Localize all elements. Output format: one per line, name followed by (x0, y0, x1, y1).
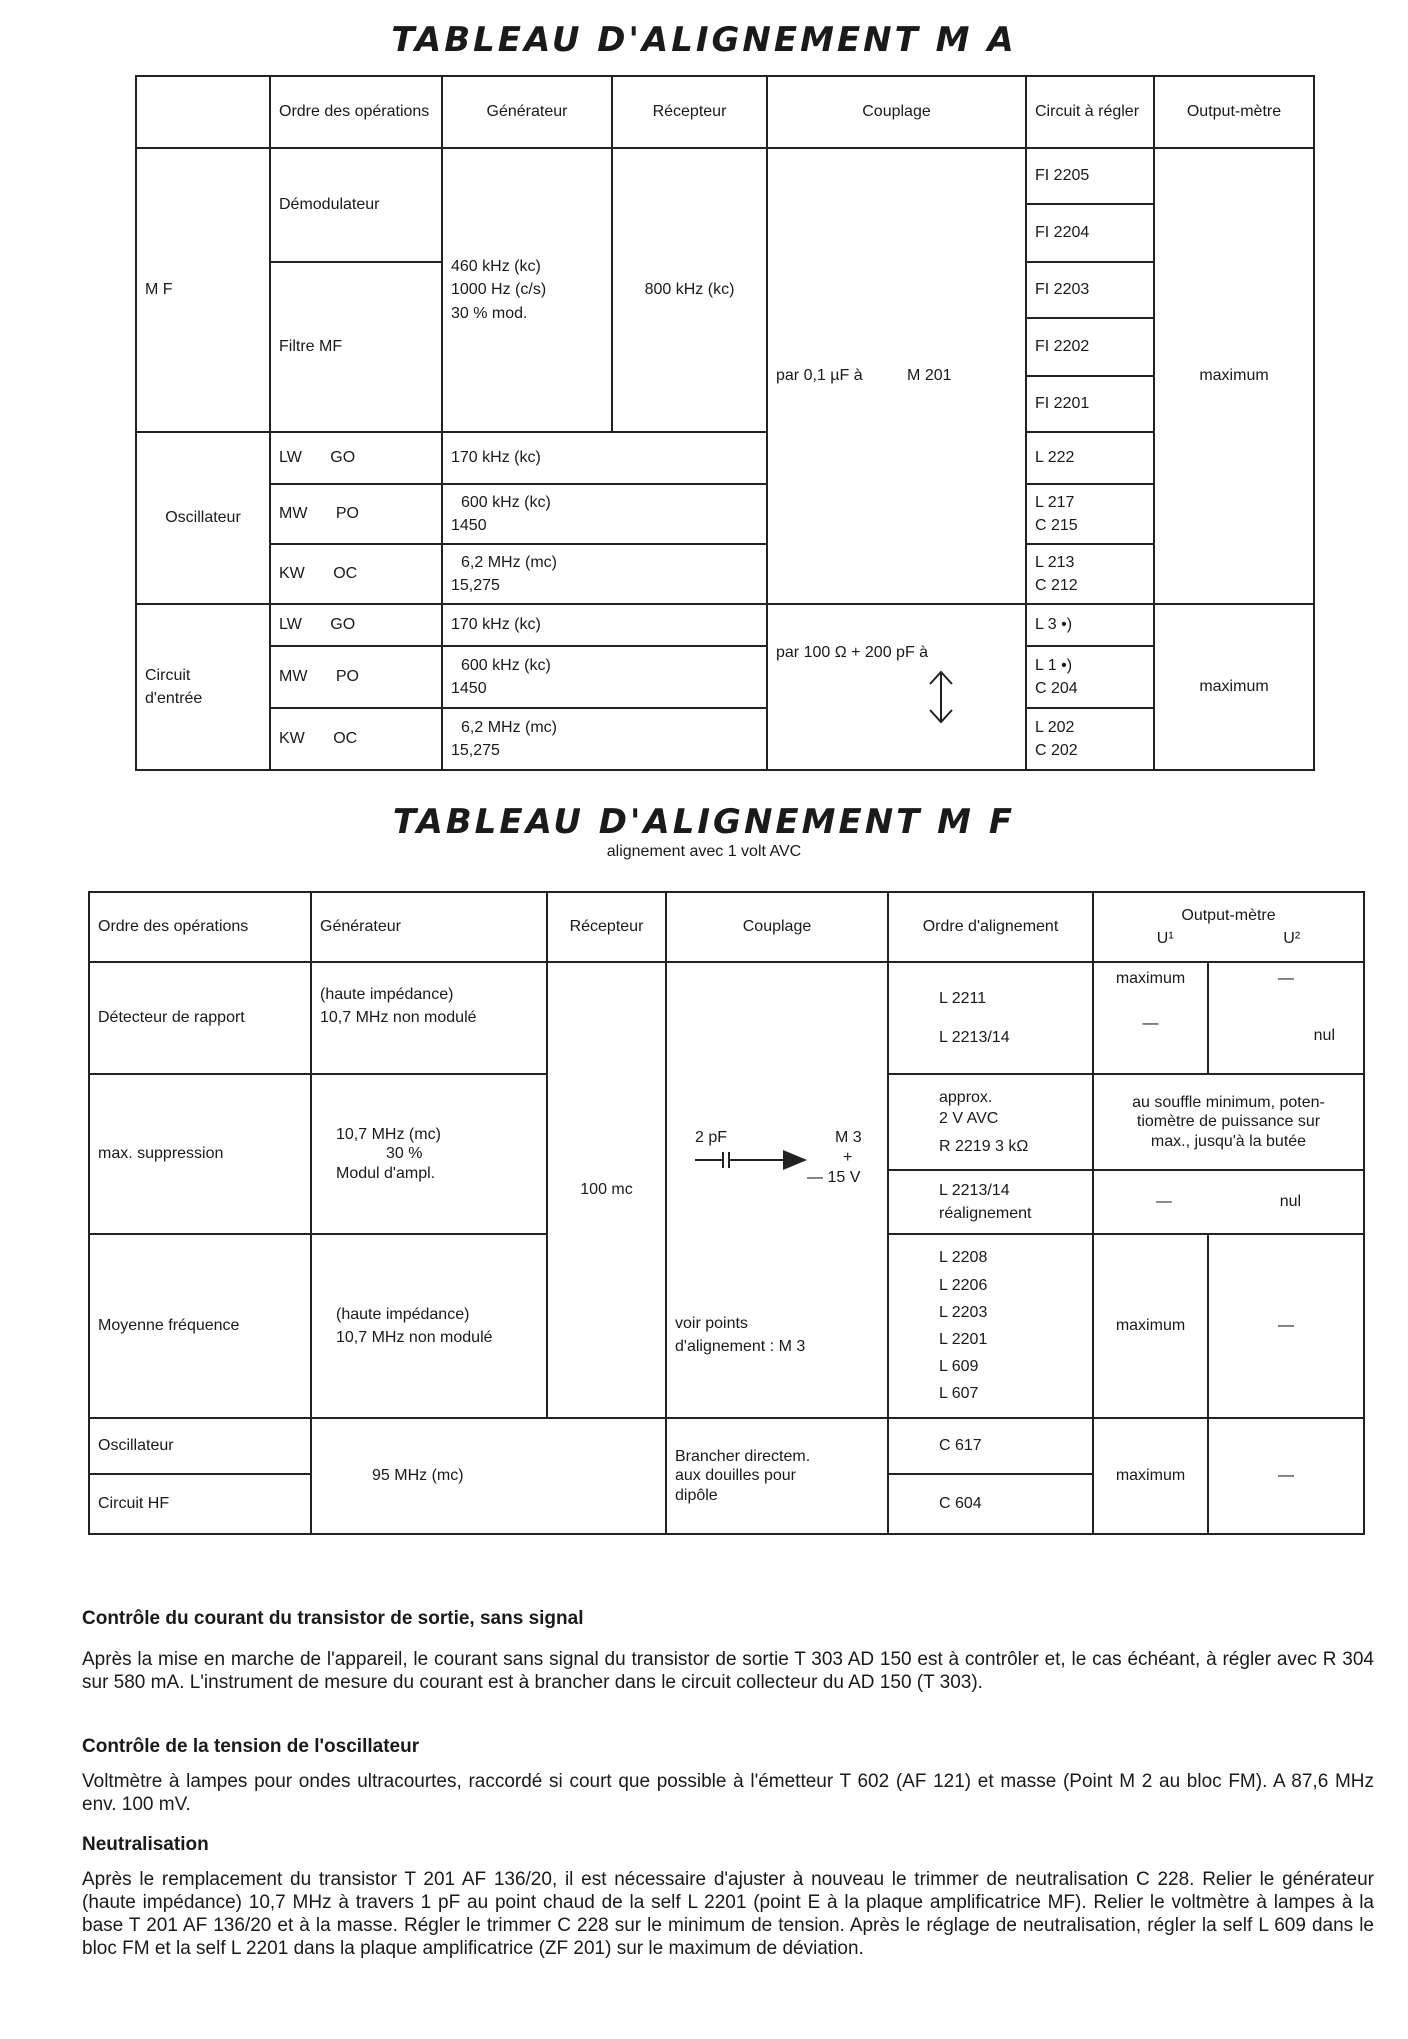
mf-moy-align-3: L 2203 (939, 1303, 988, 1321)
ma-osc-circuit-2 (1026, 484, 1154, 544)
mf-header-coupling: Couplage (666, 892, 888, 962)
ma-header-order: Ordre des opérations (270, 76, 442, 148)
ma-entree-circuit-3-a: L 202 (1035, 718, 1075, 736)
mf-moy-u1: maximum (1093, 1234, 1208, 1418)
ma-mf-receiver: 800 kHz (kc) (612, 148, 767, 432)
mf-osc-u1: maximum (1093, 1418, 1208, 1534)
mf-moy-align-4: L 2201 (939, 1331, 988, 1348)
mf-supp-note-1: au souffle minimum, poten- (1132, 1094, 1325, 1112)
title-mf: TABLEAU D'ALIGNEMENT M F (392, 802, 1016, 842)
mf-moy-gen (311, 1234, 547, 1418)
mf-hf-align: C 604 (888, 1474, 1093, 1534)
mf-osc-coupling-2: aux douilles pour (675, 1467, 796, 1485)
mf-header-u1: U¹ (1156, 930, 1174, 947)
mf-detect-gen-1: (haute impédance) (320, 986, 454, 1003)
ma-entree-circuit-2-b: C 204 (1035, 680, 1078, 697)
ma-mf-coupling: par 0,1 µF à M 201 (767, 148, 1026, 604)
ma-osc-gen-3-b: 15,275 (451, 577, 500, 594)
paragraph-courant: Après la mise en marche de l'appareil, le courant sans signal du transistor de sortie T 303 AD 150 est à contrôler et, le cas échéant, à régler avec R 304 sur 580 mA. L'instrument de mesure du courant est à brancher dans le circuit collecteur du AD 150 (T 303). (82, 1649, 1374, 1693)
mf-moy-align-2: L 2206 (939, 1276, 988, 1294)
mf-detect-align (888, 962, 1093, 1074)
mf-detect-u1 (1093, 962, 1208, 1074)
ma-entree-band-2: MW PO (270, 646, 442, 708)
ma-entree-gen-3-b: 15,275 (451, 742, 500, 759)
mf-header-order: Ordre des opérations (89, 892, 311, 962)
mf-moy-coupling (675, 1248, 879, 1372)
ma-mf-generator (442, 148, 612, 432)
ma-osc-band-3: KW OC (270, 544, 442, 604)
ma-entree-coupling-text: par 100 Ω + 200 pF à (776, 643, 929, 661)
ma-header-coupling: Couplage (767, 76, 1026, 148)
mf-detect-u1-a: maximum (1115, 970, 1186, 987)
mf-supp-15v: — 15 V (807, 1169, 861, 1186)
ma-mf-demod: Démodulateur (270, 148, 442, 262)
mf-supp-u (1093, 1170, 1364, 1234)
ma-header-blank (136, 76, 270, 148)
mf-supp-gen (311, 1074, 547, 1234)
ma-entree-band-1: LW GO (270, 604, 442, 646)
ma-osc-gen-3 (442, 544, 767, 604)
ma-entree-gen-2-a: 600 kHz (kc) (461, 656, 551, 674)
ma-header-receiver: Récepteur (612, 76, 767, 148)
ma-osc-label: Oscillateur (136, 432, 270, 604)
ma-mf-gen1: 460 kHz (kc) (451, 258, 541, 276)
ma-entree-band-3: KW OC (270, 708, 442, 770)
mf-osc-label: Oscillateur (89, 1418, 311, 1474)
paragraph-oscillateur: Voltmètre à lampes pour ondes ultracourtes, raccordé si court que possible à l'émetteur T 602 (AF 121) et masse (Point M 2 au bloc FM). A 87,6 MHz env. 100 mV. (82, 1771, 1374, 1815)
ma-osc-gen-2 (442, 484, 767, 544)
ma-osc-circuit-1-a: L 222 (1035, 449, 1075, 467)
ma-entree-output: maximum (1154, 604, 1314, 770)
ma-mf-circuit-5: FI 2201 (1026, 376, 1154, 432)
mf-supp-align (888, 1074, 1093, 1170)
mf-receiver: 100 mc (547, 962, 666, 1418)
mf-osc-align: C 617 (888, 1418, 1093, 1474)
ma-osc-gen-1 (442, 432, 767, 484)
ma-entree-circuit-3 (1026, 708, 1154, 770)
mf-supp-note-2: tiomètre de puissance sur (1136, 1113, 1321, 1131)
mf-moy-u2: — (1208, 1234, 1364, 1418)
mf-osc-gen: 95 MHz (mc) (311, 1418, 666, 1534)
mf-supp-note-3: max., jusqu'à la butée (1150, 1132, 1307, 1150)
ma-entree-label-1: Circuit (145, 666, 191, 684)
mf-moy-gen-1: (haute impédance) (336, 1305, 470, 1323)
ma-osc-gen-2-b: 1450 (451, 517, 487, 534)
ma-entree-updown-arrow (776, 668, 1017, 733)
mf-supp-align-1: approx. (939, 1088, 993, 1106)
paragraph-neutralisation: Après le remplacement du transistor T 201 AF 136/20, il est nécessaire d'ajuster à nouveau le trimmer de neutralisation C 228. Relier le générateur (haute impédance) 10,7 MHz à travers 1 pF au point chaud de la self L 2201 (point E à la plaque amplificatrice MF). Relier le voltmètre à lampes à la base T 201 AF 136/20 et à la masse. Régler le trimmer C 228 sur le minimum de tension. Après le réglage de neutralisation, régler la self L 609 dans le bloc FM et la self L 2201 dans la plaque amplificatrice (ZF 201) sur le maximum de déviation. (82, 1869, 1374, 1959)
ma-entree-gen-3 (442, 708, 767, 770)
mf-supp-gen-2: 30 % (386, 1145, 423, 1163)
ma-mf-circuit-1: FI 2205 (1026, 148, 1154, 204)
mf-supp-plus: + (843, 1149, 853, 1166)
mf-supp-cap: 2 pF (695, 1129, 728, 1146)
mf-detect-u1-b: — (1142, 1015, 1159, 1033)
mf-osc-coupling (666, 1418, 888, 1534)
title-ma: TABLEAU D'ALIGNEMENT M A (391, 20, 1017, 60)
mf-moy-coupling-1: voir points (675, 1315, 748, 1332)
ma-mf-gen2: 1000 Hz (c/s) (451, 281, 547, 299)
mf-supp-u2: nul (1279, 1193, 1302, 1211)
ma-header-circuit: Circuit à régler (1026, 76, 1154, 148)
ma-entree-gen-3-a: 6,2 MHz (mc) (461, 718, 557, 736)
ma-mf-output: maximum (1154, 148, 1314, 604)
ma-osc-band-1: LW GO (270, 432, 442, 484)
heading-neutralisation: Neutralisation (82, 1834, 209, 1855)
mf-supp-gen-1: 10,7 MHz (mc) (336, 1126, 441, 1144)
ma-entree-circuit-3-b: C 202 (1035, 742, 1078, 759)
mf-supp-arrow (695, 1148, 815, 1179)
ma-mf-circuit-3: FI 2203 (1026, 262, 1154, 318)
mf-osc-u2: — (1208, 1418, 1364, 1534)
mf-header-receiver: Récepteur (547, 892, 666, 962)
mf-moy-align (888, 1234, 1093, 1418)
ma-entree-gen-1 (442, 604, 767, 646)
ma-osc-circuit-2-b: C 215 (1035, 517, 1078, 534)
mf-hf-label: Circuit HF (89, 1474, 311, 1534)
table-ma (135, 75, 1315, 771)
ma-header-generator: Générateur (442, 76, 612, 148)
ma-mf-gen3: 30 % mod. (451, 304, 528, 322)
mf-supp-coupling (675, 1008, 879, 1248)
mf-header-output-label: Output-mètre (1181, 906, 1276, 924)
mf-detect-gen-2: 10,7 MHz non modulé (320, 1009, 477, 1027)
ma-osc-circuit-3 (1026, 544, 1154, 604)
mf-supp-u1: — (1155, 1193, 1172, 1211)
mf-header-output (1093, 892, 1364, 962)
heading-courant: Contrôle du courant du transistor de sortie, sans signal (82, 1608, 584, 1629)
ma-entree-circuit-1-a: L 3 •) (1035, 616, 1073, 634)
ma-osc-gen-2-a: 600 kHz (kc) (461, 493, 551, 511)
mf-supp-align-b-2: réalignement (939, 1205, 1032, 1222)
mf-detect-gen (311, 962, 547, 1074)
mf-supp-note (1093, 1074, 1364, 1170)
ma-mf-circuit-4: FI 2202 (1026, 318, 1154, 376)
ma-mf-label: M F (136, 148, 270, 432)
ma-entree-circuit-1 (1026, 604, 1154, 646)
mf-moy-gen-2: 10,7 MHz non modulé (336, 1329, 493, 1346)
ma-entree-gen-2 (442, 646, 767, 708)
ma-entree-gen-2-b: 1450 (451, 680, 487, 697)
ma-osc-gen-1-a: 170 kHz (kc) (451, 449, 541, 467)
ma-osc-circuit-1 (1026, 432, 1154, 484)
mf-header-u (1102, 927, 1355, 950)
ma-header-output: Output-mètre (1154, 76, 1314, 148)
mf-supp-m3: M 3 (835, 1129, 862, 1146)
mf-header-u2: U² (1283, 930, 1301, 947)
mf-supp-u-row (1102, 1190, 1355, 1213)
ma-mf-filtre: Filtre MF (270, 262, 442, 432)
mf-header-align: Ordre d'alignement (888, 892, 1093, 962)
mf-moy-align-6: L 607 (939, 1385, 979, 1403)
mf-moy-align-5: L 609 (939, 1358, 979, 1376)
mf-detect-align-2: L 2213/14 (939, 1029, 1010, 1046)
mf-supp-gen-3: Modul d'ampl. (336, 1164, 436, 1182)
mf-detect-label: Détecteur de rapport (89, 962, 311, 1074)
mf-supp-align-3: R 2219 3 kΩ (939, 1137, 1029, 1155)
ma-osc-circuit-2-a: L 217 (1035, 493, 1075, 511)
mf-supp-align-b (888, 1170, 1093, 1234)
mf-moy-align-1: L 2208 (939, 1249, 988, 1267)
ma-osc-circuit-3-a: L 213 (1035, 553, 1075, 571)
heading-oscillateur: Contrôle de la tension de l'oscillateur (82, 1736, 420, 1757)
mf-supp-align-b-1: L 2213/14 (939, 1181, 1010, 1199)
table-mf (88, 891, 1365, 1535)
mf-supp-label: max. suppression (89, 1074, 311, 1234)
mf-osc-coupling-1: Brancher directem. (675, 1448, 811, 1466)
mf-osc-coupling-3: dipôle (675, 1486, 718, 1504)
mf-supp-align-2: 2 V AVC (939, 1110, 999, 1128)
mf-header-generator: Générateur (311, 892, 547, 962)
ma-entree-gen-1-a: 170 kHz (kc) (451, 616, 541, 634)
mf-coupling-main (666, 962, 888, 1418)
ma-entree-label (136, 604, 270, 770)
ma-osc-band-2: MW PO (270, 484, 442, 544)
mf-detect-align-1: L 2211 (939, 989, 987, 1007)
subtitle-mf: alignement avec 1 volt AVC (606, 843, 802, 860)
ma-entree-circuit-2-a: L 1 •) (1035, 656, 1073, 674)
ma-osc-circuit-3-b: C 212 (1035, 577, 1078, 594)
ma-entree-label-2: d'entrée (145, 690, 203, 707)
ma-entree-coupling (767, 604, 1026, 770)
ma-osc-gen-3-a: 6,2 MHz (mc) (461, 553, 557, 571)
mf-detect-u2-b: nul (1313, 1027, 1336, 1045)
mf-detect-u2 (1208, 962, 1364, 1074)
ma-entree-circuit-2 (1026, 646, 1154, 708)
mf-moy-coupling-2: d'alignement : M 3 (675, 1338, 806, 1356)
mf-moy-label: Moyenne fréquence (89, 1234, 311, 1418)
mf-detect-u2-a: — (1278, 970, 1294, 987)
ma-mf-circuit-2: FI 2204 (1026, 204, 1154, 262)
